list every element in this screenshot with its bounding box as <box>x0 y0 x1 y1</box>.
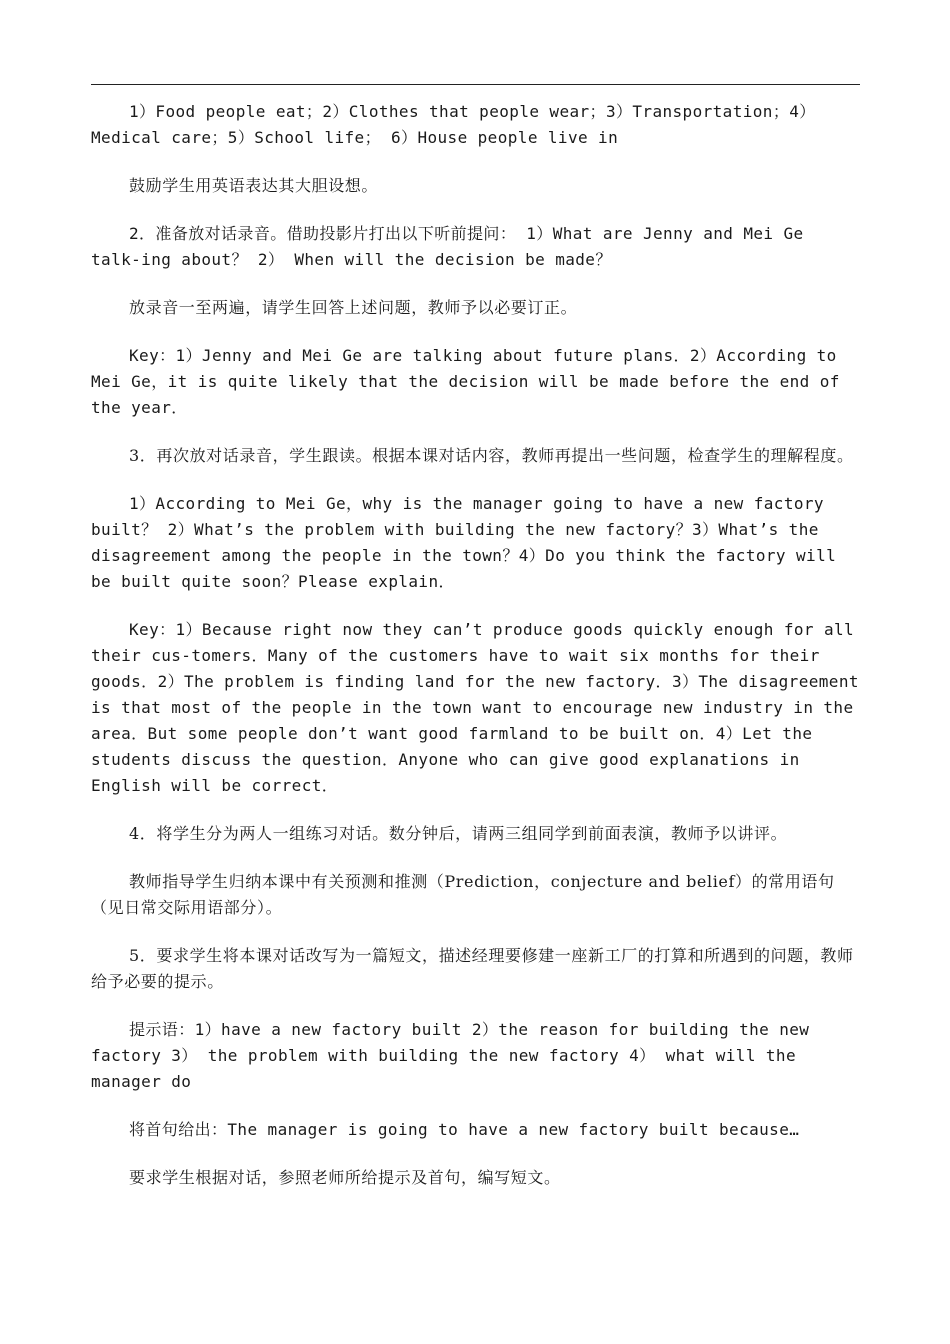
paragraph-step-3: 3．再次放对话录音，学生跟读。根据本课对话内容，教师再提出一些问题，检查学生的理解程度。 <box>129 446 854 465</box>
paragraph-key-1: Key：1）Jenny and Mei Ge are talking about future plans．2）According to Mei Ge，it is quite likely that the decision will be made before the end of the year． <box>91 346 840 417</box>
paragraph-play-recording: 放录音一至两遍，请学生回答上述问题，教师予以必要订正。 <box>129 298 578 317</box>
paragraph-encourage: 鼓励学生用英语表达其大胆设想。 <box>129 176 379 195</box>
paragraph-summary-guide: 教师指导学生归纳本课中有关预测和推测（Prediction，conjecture and belief）的常用语句（见日常交际用语部分）。 <box>91 872 835 917</box>
paragraph-step-5: 5．要求学生将本课对话改写为一篇短文，描述经理要修建一座新工厂的打算和所遇到的问题，教师给予必要的提示。 <box>91 946 854 991</box>
paragraph-first-sentence: 将首句给出：The manager is going to have a new factory built because… <box>129 1120 800 1139</box>
paragraph-hints: 提示语：1）have a new factory built 2）the reason for building the new factory 3） the problem with building the new factory 4） what will the manager do <box>91 1020 810 1091</box>
paragraph-key-2: Key：1）Because right now they can’t produce goods quickly enough for all their cus-tomers．Many of the customers have to wait six months for their goods．2）The problem is finding land for the new factory．3）The disagreement is that most of the people in the town want to encourage new industry in the area．But some people don’t want good farmland to be built on．4）Let the students discuss the question．Anyone who can give good explanations in English will be correct． <box>91 620 859 795</box>
paragraph-topics-list: 1）Food people eat；2）Clothes that people wear；3）Transportation；4）Medical care；5）School life； 6）House people live in <box>91 102 816 147</box>
header-rule <box>91 84 860 85</box>
paragraph-questions: 1）According to Mei Ge，why is the manager going to have a new factory built？ 2）What’s the problem with building the new factory？3）What’s the disagreement among the people in the town？4）Do you think the factory will be built quite soon？Please explain． <box>91 494 837 591</box>
paragraph-step-2: 2．准备放对话录音。借助投影片打出以下听前提问： 1）What are Jenny and Mei Ge talk-ing about？ 2） When will the decision be made？ <box>91 224 804 269</box>
document-body <box>91 99 860 1213</box>
paragraph-writing-task: 要求学生根据对话，参照老师所给提示及首句，编写短文。 <box>129 1168 561 1187</box>
paragraph-step-4: 4．将学生分为两人一组练习对话。数分钟后，请两三组同学到前面表演，教师予以讲评。 <box>129 824 788 843</box>
